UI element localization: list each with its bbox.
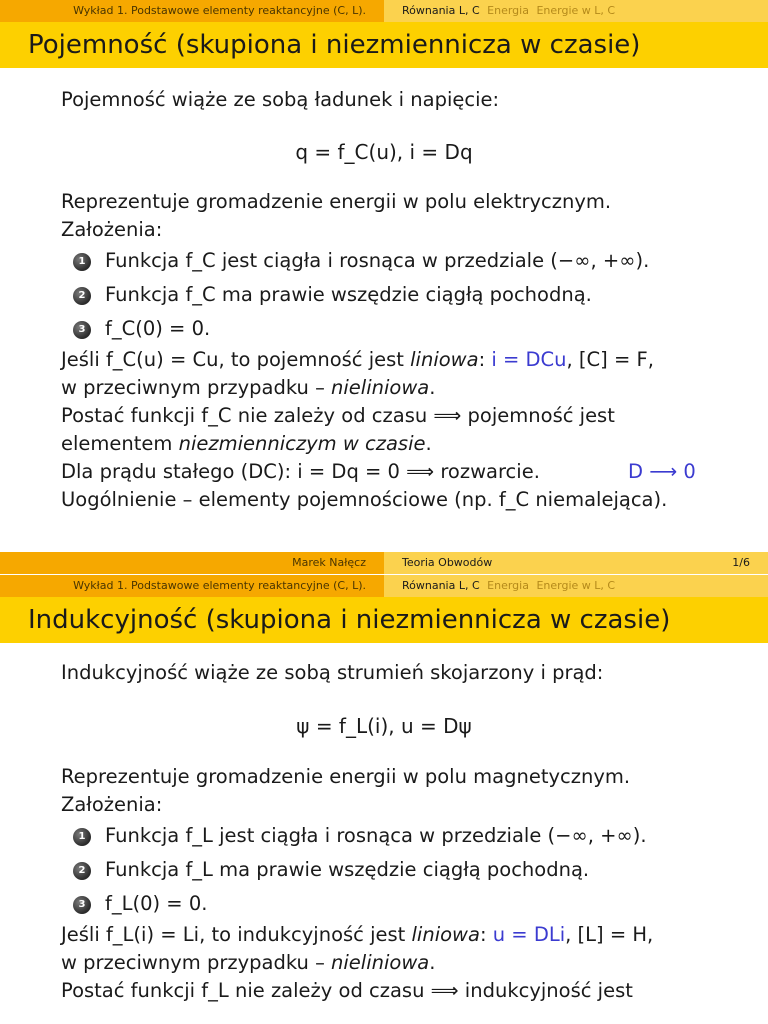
nav-section-energy[interactable]: Energia	[487, 4, 529, 17]
emphasis-text: niezmienniczym w czasie	[178, 432, 426, 455]
nonlinear-line	[61, 949, 721, 977]
highlight-formula: i = DCu	[491, 348, 567, 371]
equation: ψ = f_L(i), u = Dψ	[296, 714, 472, 738]
slide-body-main	[61, 188, 721, 514]
generalization-line: Uogólnienie – elementy pojemnościowe (np. f_C niemalejąca).	[61, 488, 668, 511]
slide-title: Pojemność (skupiona i niezmiennicza w czasie)	[0, 22, 768, 68]
number-badge: 3	[73, 321, 91, 339]
text-run: .	[429, 376, 436, 399]
highlight-formula: D ⟶ 0	[628, 460, 696, 483]
text-run: , [L] = H,	[565, 923, 654, 946]
list-item	[61, 819, 721, 853]
list-item	[61, 853, 721, 887]
number-badge: 2	[73, 287, 91, 305]
footer-author: Marek Nałęcz	[292, 556, 366, 569]
text-run: :	[479, 923, 493, 946]
nav-bar	[0, 0, 768, 22]
list-item	[61, 278, 721, 312]
nav-bar	[0, 575, 768, 597]
emphasis-text: nieliniowa	[331, 951, 430, 974]
nav-section-energies-lc[interactable]: Energie w L, C	[536, 4, 616, 17]
nav-lecture-link[interactable]: Wykład 1. Podstawowe elementy reaktancyjne (C, L).	[73, 4, 366, 17]
nav-section-energy[interactable]: Energia	[487, 579, 529, 592]
number-badge: 1	[73, 828, 91, 846]
nav-section-equations[interactable]: Równania L, C	[402, 4, 480, 17]
nav-section-energies-lc[interactable]: Energie w L, C	[536, 579, 616, 592]
list-item-text: f_C(0) = 0.	[105, 317, 211, 340]
highlight-formula: u = DLi	[492, 923, 566, 946]
list-item	[61, 244, 721, 278]
text-run: w przeciwnym przypadku –	[61, 951, 332, 974]
nav-section-equations[interactable]: Równania L, C	[402, 579, 480, 592]
represents-text: Reprezentuje gromadzenie energii w polu elektrycznym.	[61, 190, 612, 213]
list-item-text: f_L(0) = 0.	[105, 892, 208, 915]
text-run: :	[478, 348, 492, 371]
list-item-text: Funkcja f_L jest ciągła i rosnąca w przedziale (−∞, +∞).	[105, 824, 647, 847]
text-run: .	[429, 951, 436, 974]
slide-body-main	[61, 763, 721, 1005]
slide-title: Indukcyjność (skupiona i niezmiennicza w czasie)	[0, 597, 768, 643]
equation: q = f_C(u), i = Dq	[295, 140, 473, 164]
list-item-text: Funkcja f_C jest ciągła i rosnąca w przedziale (−∞, +∞).	[105, 249, 650, 272]
form-line: Postać funkcji f_C nie zależy od czasu ⟹ pojemność jest	[61, 404, 615, 427]
slide-inductance	[0, 548, 768, 1024]
emphasis-text: liniowa	[411, 923, 480, 946]
slide-body	[61, 659, 721, 687]
text-run: .	[425, 432, 432, 455]
nonlinear-line	[61, 374, 721, 402]
intro-text: Pojemność wiąże ze sobą ładunek i napięcie:	[61, 88, 500, 111]
intro-text: Indukcyjność wiąże ze sobą strumień skojarzony i prąd:	[61, 661, 604, 684]
text-run: w przeciwnym przypadku –	[61, 376, 332, 399]
list-item	[61, 887, 721, 921]
list-item-text: Funkcja f_C ma prawie wszędzie ciągłą pochodną.	[105, 283, 592, 306]
number-badge: 3	[73, 896, 91, 914]
text-run: , [C] = F,	[566, 348, 654, 371]
form-line: Postać funkcji f_L nie zależy od czasu ⟹ indukcyjność jest	[61, 979, 633, 1002]
text-run: elementem	[61, 432, 179, 455]
emphasis-text: nieliniowa	[331, 376, 430, 399]
emphasis-text: liniowa	[410, 348, 479, 371]
text-run: Dla prądu stałego (DC): i = Dq = 0 ⟹ rozwarcie.	[61, 460, 540, 483]
number-badge: 2	[73, 862, 91, 880]
footer-course: Teoria Obwodów	[402, 556, 493, 569]
list-item-text: Funkcja f_L ma prawie wszędzie ciągłą pochodną.	[105, 858, 590, 881]
linear-line	[61, 921, 721, 949]
slide-body	[61, 86, 721, 114]
number-badge: 1	[73, 253, 91, 271]
page-number: 1/6	[732, 556, 750, 569]
list-item	[61, 312, 721, 346]
linear-line	[61, 346, 721, 374]
nav-lecture-link[interactable]: Wykład 1. Podstawowe elementy reaktancyjne (C, L).	[73, 579, 366, 592]
element-line	[61, 430, 721, 458]
assumptions-label: Założenia:	[61, 793, 163, 816]
text-run: Jeśli f_C(u) = Cu, to pojemność jest	[61, 348, 411, 371]
assumptions-label: Założenia:	[61, 218, 163, 241]
represents-text: Reprezentuje gromadzenie energii w polu magnetycznym.	[61, 765, 631, 788]
dc-line	[61, 458, 721, 486]
text-run: Jeśli f_L(i) = Li, to indukcyjność jest	[61, 923, 412, 946]
